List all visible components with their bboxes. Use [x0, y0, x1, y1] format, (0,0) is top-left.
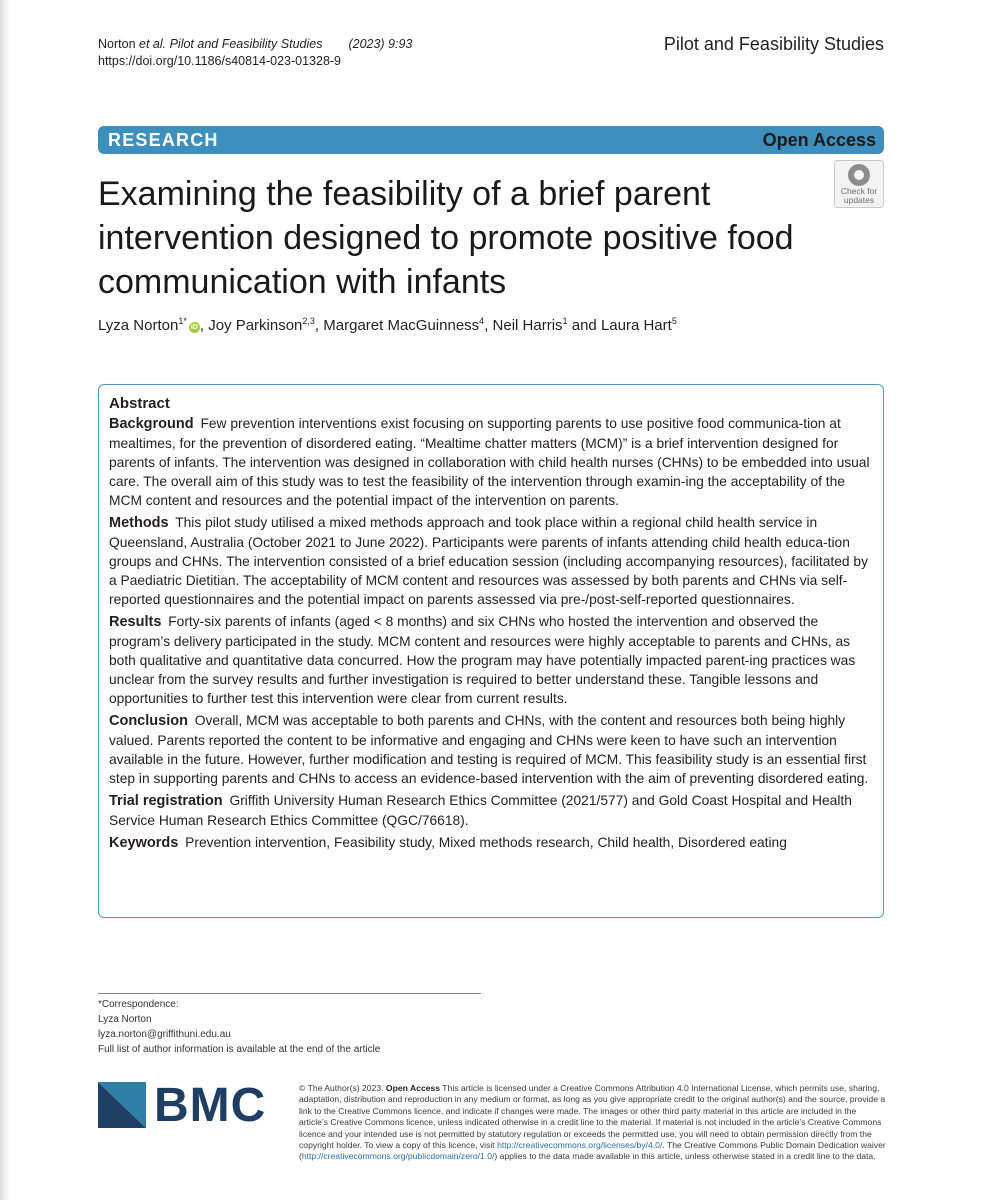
author-separator: and	[567, 317, 601, 334]
citation-header	[98, 36, 412, 70]
citation-line	[98, 36, 412, 53]
cc-zero-link[interactable]: http://creativecommons.org/publicdomain/zero/1.0/	[301, 1151, 495, 1162]
correspondence-email[interactable]: lyza.norton@griffithuni.edu.au	[98, 1029, 231, 1040]
abstract-section-conclusion	[109, 711, 873, 788]
citation-authors: Norton	[98, 37, 139, 51]
bmc-logo	[98, 1079, 278, 1132]
abstract-section-methods	[109, 513, 873, 609]
bmc-logo-mark-icon	[98, 1082, 146, 1128]
section-text: This pilot study utilised a mixed methods approach and took place within a regional child health service in Queensland, Australia (October 2021 to June 2022). Participants were parents of infants attending child health educa-tion groups and CHNs. The intervention consisted of a brief education session (including accompanying resources), facilitated by a Paediatric Dietitian. The acceptability of MCM content and resources was assessed by both parents and CHNs via self-reported questionnaires and the potential impact on parents assessed via pre-/post-self-reported questionnaires.	[109, 515, 868, 607]
abstract-section-trial-registration	[109, 791, 873, 830]
abstract-section-results	[109, 612, 873, 708]
section-text: Griffith University Human Research Ethics Committee (2021/577) and Gold Coast Hospital and Health Service Human Research Ethics Committee (QGC/76618).	[109, 793, 852, 828]
section-label: Background	[109, 416, 194, 432]
orcid-icon[interactable]: iD	[190, 324, 198, 331]
abstract-section-background	[109, 414, 873, 510]
author-separator: ,	[484, 317, 493, 334]
article-type-label: RESEARCH	[108, 129, 219, 150]
section-label: Methods	[109, 515, 169, 531]
license-text-1: This article is licensed under a Creative Commons Attribution 4.0 International License, which permits use, sharing, adaptation, distribution and reproduction in any medium or format, as long as you give appropriate credit to the original author(s) and the source, provide a link to the Creative Commons licence, and indicate if changes were made. The images or other third party material in this article are included in the article’s Creative Commons licence, unless indicated otherwise in a credit line to the material. If material is not included in the article’s Creative Commons licence and your intended use is not permitted by statutory regulation or exceeds the permitted use, you will need to obtain permission directly from the copyright holder. To view a copy of this licence, visit	[299, 1083, 886, 1151]
bmc-logo-text: BMC	[154, 1079, 267, 1132]
license-statement	[299, 1083, 887, 1163]
author-affiliation: 5	[671, 316, 677, 326]
license-text-3: ) applies to the data made available in this article, unless otherwise stated in a credit line to the data.	[494, 1151, 876, 1162]
correspondence-name: Lyza Norton	[98, 1014, 152, 1025]
author-info-note: Full list of author information is available at the end of the article	[98, 1044, 381, 1055]
open-access-label: Open Access	[762, 129, 876, 150]
license-text-2: . The Creative Commons Public Domain Dedication waiver (	[299, 1140, 886, 1162]
section-text: Prevention intervention, Feasibility study, Mixed methods research, Child health, Disordered eating	[185, 835, 787, 850]
author-name[interactable]: Margaret MacGuinness	[323, 317, 480, 334]
section-text: Forty-six parents of infants (aged < 8 months) and six CHNs who hosted the intervention and observed the program’s delivery participated in the study. MCM content and resources were highly acceptable to parents and CHNs, as both qualitative and quantitative data concurred. How the program may have potentially impacted parent-ing practices was unclear from the survey results and further investigation is required to better understand these. Tangible lessons and opportunities to further test this intervention were clear from current results.	[109, 614, 856, 706]
page-edge-shadow	[0, 0, 10, 1200]
citation-year: (2023) 9:93	[348, 37, 413, 51]
author-separator: ,	[314, 317, 324, 334]
copyright-text: © The Author(s) 2023.	[299, 1083, 386, 1093]
section-text: Few prevention interventions exist focusing on supporting parents to use positive food communica-tion at mealtimes, for the prevention of disordered eating. “Mealtime chatter matters (MCM)” is a brief intervention designed for parents of infants. The intervention was designed in collaboration with child health nurses (CHNs) to be embedded into usual care. The overall aim of this study was to test the feasibility of the intervention through examin-ing the acceptability of the MCM content and resources and the potential impact of the intervention on parents.	[109, 416, 870, 508]
journal-name: Pilot and Feasibility Studies	[663, 34, 884, 54]
author-list	[98, 316, 677, 334]
author-separator: ,	[199, 317, 209, 334]
section-label: Conclusion	[109, 713, 188, 729]
correspondence-footnote	[98, 997, 380, 1057]
article-title: Examining the feasibility of a brief parent intervention designed to promote positive food communication with infants	[98, 175, 794, 301]
cc-by-link[interactable]: http://creativecommons.org/licenses/by/4.0/	[497, 1140, 663, 1151]
author-affiliation: 4	[479, 316, 485, 326]
author-affiliation: 1	[562, 316, 568, 326]
open-access-bold: Open Access	[385, 1083, 441, 1093]
citation-journal: Pilot and Feasibility Studies	[169, 37, 323, 51]
article-type-banner	[98, 126, 884, 154]
author-affiliation: 1*	[178, 316, 187, 326]
correspondence-label: *Correspondence:	[98, 999, 179, 1010]
section-label: Results	[109, 614, 162, 630]
check-updates-line2: updates	[843, 195, 875, 205]
author-affiliation: 2,3	[302, 316, 315, 326]
author-name[interactable]: Neil Harris	[492, 317, 563, 334]
author-name[interactable]: Lyza Norton	[98, 317, 179, 334]
footnote-divider	[98, 993, 481, 994]
abstract-section-keywords	[109, 833, 873, 853]
author-name[interactable]: Joy Parkinson	[208, 317, 303, 334]
check-updates-line1: Check for	[840, 186, 878, 196]
citation-etal: et al.	[139, 37, 167, 51]
section-label: Trial registration	[109, 793, 223, 809]
abstract-heading: Abstract	[109, 395, 170, 412]
doi-link[interactable]: https://doi.org/10.1186/s40814-023-01328-9	[98, 54, 342, 68]
section-label: Keywords	[109, 835, 179, 851]
section-text: Overall, MCM was acceptable to both parents and CHNs, with the content and resources both being highly valued. Parents reported the content to be informative and engaging and CHNs were keen to have such an intervention available in the future. However, further modification and testing is required of MCM. This feasibility study is an essential first step in supporting parents and CHNs to access an evidence-based intervention with the aim of preventing disordered eating.	[109, 713, 869, 786]
abstract-box	[98, 384, 884, 918]
author-name[interactable]: Laura Hart	[600, 317, 672, 334]
